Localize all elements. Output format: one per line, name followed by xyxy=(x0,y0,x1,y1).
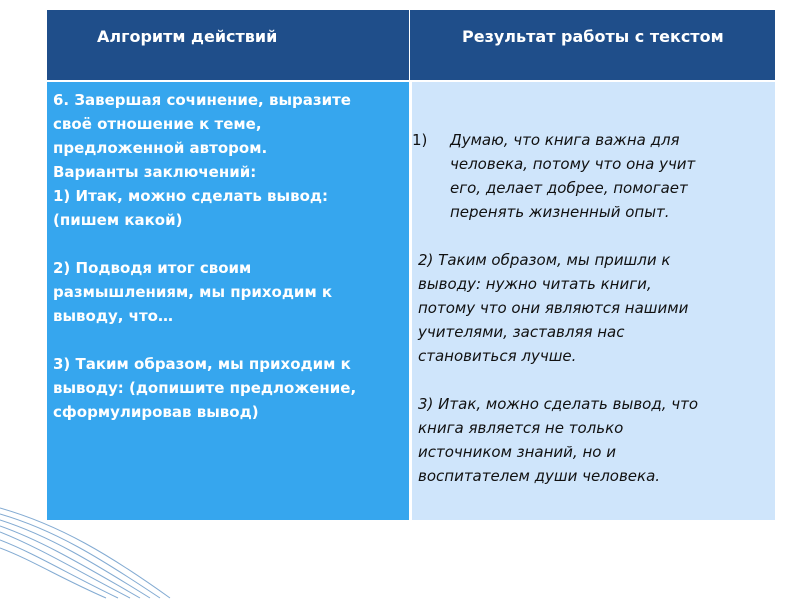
algorithm-line: сформулировав вывод) xyxy=(53,403,259,421)
result-item-1 xyxy=(412,128,770,224)
result-item-3 xyxy=(412,392,770,488)
result-line: 2) Таким образом, мы пришли к xyxy=(418,251,671,269)
table-header-row xyxy=(47,10,775,80)
result-line: источником знаний, но и xyxy=(418,443,616,461)
algorithm-line: 2) Подводя итог своим xyxy=(53,259,252,277)
algorithm-cell xyxy=(47,82,410,520)
algorithm-line: выводу, что… xyxy=(53,307,173,325)
result-line: Думаю, что книга важна для xyxy=(450,131,680,149)
result-text xyxy=(412,128,770,488)
header-cell-result xyxy=(410,10,775,80)
result-line: воспитателем души человека. xyxy=(418,467,661,485)
result-line: становиться лучше. xyxy=(418,347,577,365)
algorithm-line: Варианты заключений: xyxy=(53,163,257,181)
result-line: выводу: нужно читать книги, xyxy=(418,275,652,293)
result-line: учителями, заставляя нас xyxy=(418,323,625,341)
line-gap xyxy=(53,328,405,352)
result-cell xyxy=(412,82,775,520)
algorithm-line: 3) Таким образом, мы приходим к xyxy=(53,355,351,373)
result-line: человека, потому что она учит xyxy=(450,155,696,173)
line-gap xyxy=(53,232,405,256)
comparison-table xyxy=(47,10,775,520)
header-algorithm-label: Алгоритм действий xyxy=(97,27,278,46)
line-gap xyxy=(412,224,770,248)
header-result-label: Результат работы с текстом xyxy=(462,27,724,46)
result-line: потому что они являются нашими xyxy=(418,299,689,317)
algorithm-line: своё отношение к теме, xyxy=(53,115,262,133)
header-cell-algorithm xyxy=(47,10,410,80)
algorithm-line: выводу: (допишите предложение, xyxy=(53,379,357,397)
result-item-1-number: 1) xyxy=(412,131,428,149)
algorithm-line: предложенной автором. xyxy=(53,139,268,157)
result-line: его, делает добрее, помогает xyxy=(450,179,688,197)
result-line: перенять жизненный опыт. xyxy=(450,203,670,221)
decorative-wave-lines xyxy=(0,500,800,600)
result-item-2 xyxy=(412,248,770,368)
result-line: книга является не только xyxy=(418,419,624,437)
result-line: 3) Итак, можно сделать вывод, что xyxy=(418,395,699,413)
line-gap xyxy=(412,368,770,392)
algorithm-line: (пишем какой) xyxy=(53,211,183,229)
algorithm-line: 1) Итак, можно сделать вывод: xyxy=(53,187,329,205)
algorithm-text xyxy=(53,88,405,424)
algorithm-line: размышлениям, мы приходим к xyxy=(53,283,333,301)
algorithm-line: 6. Завершая сочинение, выразите xyxy=(53,91,351,109)
